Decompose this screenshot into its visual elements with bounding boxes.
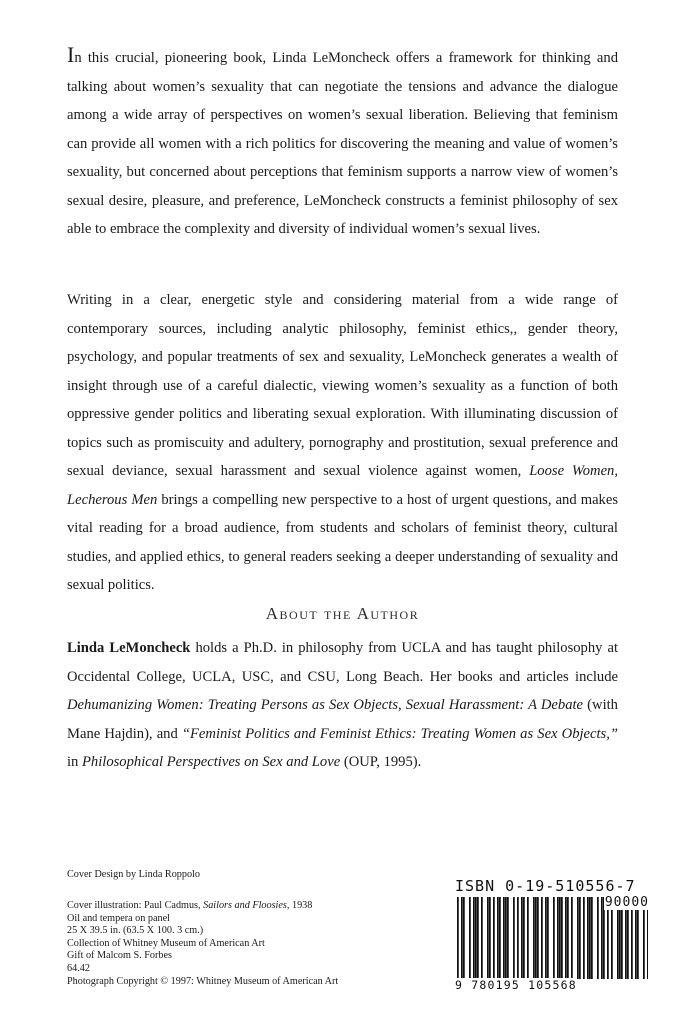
barcode-bar	[597, 897, 599, 979]
barcode-bar	[499, 897, 501, 979]
about-author-heading: About the Author	[265, 604, 420, 623]
barcode-bar	[571, 897, 573, 979]
barcode-bar	[561, 897, 563, 979]
barcode-bar	[463, 897, 465, 979]
barcode-bar	[523, 897, 525, 979]
bio-title-3: Philosophical Perspectives on Sex and Love	[82, 754, 341, 770]
book-title: Loose Women, Lecherous Men	[67, 463, 618, 508]
barcode-bar	[553, 897, 555, 979]
barcode-bar	[481, 897, 483, 979]
barcode-bar	[517, 897, 519, 979]
gift-line: Gift of Malcom S. Forbes	[67, 950, 172, 962]
barcode-bar	[579, 897, 581, 979]
bio-text-2: (with Mane Hajdin), and	[67, 697, 618, 742]
cover-design-line: Cover Design by Linda Roppolo	[67, 869, 200, 880]
cover-design-credit	[67, 869, 407, 882]
ean-number: 9 780195 105568	[455, 978, 577, 992]
barcode-bar	[505, 897, 507, 979]
barcode-bar	[493, 897, 495, 979]
photo-copyright-line: Photograph Copyright © 1997: Whitney Museum of American Art	[67, 975, 339, 987]
barcode-bar	[497, 897, 499, 979]
accession-line: 64.42	[67, 962, 90, 974]
author-name: Linda LeMoncheck	[67, 640, 191, 656]
drop-cap: I	[67, 42, 75, 67]
barcode-bar	[541, 897, 543, 979]
barcode-bar	[527, 897, 529, 979]
barcode-bar	[557, 897, 559, 979]
isbn-barcode	[455, 877, 650, 995]
barcode-bar	[503, 897, 505, 979]
barcode-bar	[589, 897, 591, 979]
illustration-prefix: Cover illustration: Paul Cadmus,	[67, 900, 201, 911]
illustration-line	[67, 900, 407, 913]
barcode-bar	[587, 897, 589, 979]
bio-text-1: holds a Ph.D. in philosophy from UCLA and has taught philosophy at Occidental College, UCLA, USC, and CSU, Long Beach. Her books and articles include	[67, 640, 618, 685]
price-code: 90000	[604, 895, 649, 910]
barcode-bar	[475, 897, 477, 979]
barcode-bar	[477, 897, 479, 979]
barcode-bar	[521, 897, 523, 979]
cover-illustration-credits	[67, 900, 407, 988]
bio-title-1: Dehumanizing Women: Treating Persons as Sex Objects, Sexual Harassment: A Debate	[67, 697, 584, 713]
dimensions-line: 25 X 39.5 in. (63.5 X 100. 3 cm.)	[67, 925, 204, 937]
medium-line: Oil and tempera on panel	[67, 912, 170, 924]
barcode-bar	[487, 897, 489, 979]
barcode-bar	[513, 897, 515, 979]
author-bio	[67, 634, 618, 777]
barcode-bar	[507, 897, 509, 979]
barcode-bar	[533, 897, 535, 979]
barcode-bar	[577, 897, 579, 979]
illustration-year: , 1938	[286, 900, 313, 911]
barcode-bar	[547, 897, 549, 979]
barcode-bar	[583, 897, 585, 979]
barcode-bar	[559, 897, 561, 979]
blurb-paragraph-2	[67, 286, 618, 600]
barcode-bar	[591, 897, 593, 979]
collection-line: Collection of Whitney Museum of American Art	[67, 937, 265, 949]
barcode-bar	[545, 897, 547, 979]
barcode-bar	[457, 897, 459, 979]
barcode-bar	[535, 897, 537, 979]
bio-text-3: in	[67, 754, 79, 770]
barcode-bar	[565, 897, 567, 979]
illustration-title: Sailors and Floosies	[203, 900, 287, 911]
bio-title-2: “Feminist Politics and Feminist Ethics: Treating Women as Sex Objects,”	[181, 725, 618, 742]
blurb-paragraph-2-text-b: brings a compelling new perspective to a host of urgent questions, and makes vital reading for a broad audience, from students and scholars of feminist theory, cultural studies, and applied ethics, to general readers seeking a deeper understanding of sexuality and sexual politics.	[67, 491, 618, 593]
blurb-paragraph-1	[67, 44, 618, 244]
bio-text-4: (OUP, 1995).	[343, 754, 422, 770]
barcode-bar	[469, 897, 471, 979]
barcode-bar	[461, 897, 463, 979]
barcode-bar	[489, 897, 491, 979]
blurb-paragraph-1-text: n this crucial, pioneering book, Linda LeMoncheck offers a framework for thinking and talking about women’s sexuality that can negotiate the tensions and advance the dialogue among a wide array of perspectives on women’s sexual liberation. Believing that feminism can provide all women with a rich politics for discovering the meaning and value of women’s sexuality, but concerned about perceptions that feminism supports a narrow view of women’s sexual desire, pleasure, and preference, LeMoncheck constructs a feminist philosophy of sex able to embrace the complexity and diversity of individual women’s sexual lives.	[67, 50, 618, 237]
barcode-bar	[567, 897, 569, 979]
barcode-bar	[601, 897, 603, 979]
isbn-number: ISBN 0-19-510556-7	[455, 877, 636, 895]
blurb-paragraph-2-text-a: Writing in a clear, energetic style and considering material from a wide range of contemporary sources, including analytic philosophy, feminist ethics,, gender theory, psychology, and popular treatments of sex and sexuality, LeMoncheck generates a wealth of insight through use of a careful dialectic, viewing women’s sexuality as a function of both oppressive gender politics and liberating sexual exploration. With illuminating discussion of topics such as promiscuity and adultery, pornography and prostitution, sexual preference and sexual deviance, sexual harassment and sexual violence against women,	[67, 292, 618, 479]
barcode-bar	[537, 897, 539, 979]
barcode-bar	[473, 897, 475, 979]
